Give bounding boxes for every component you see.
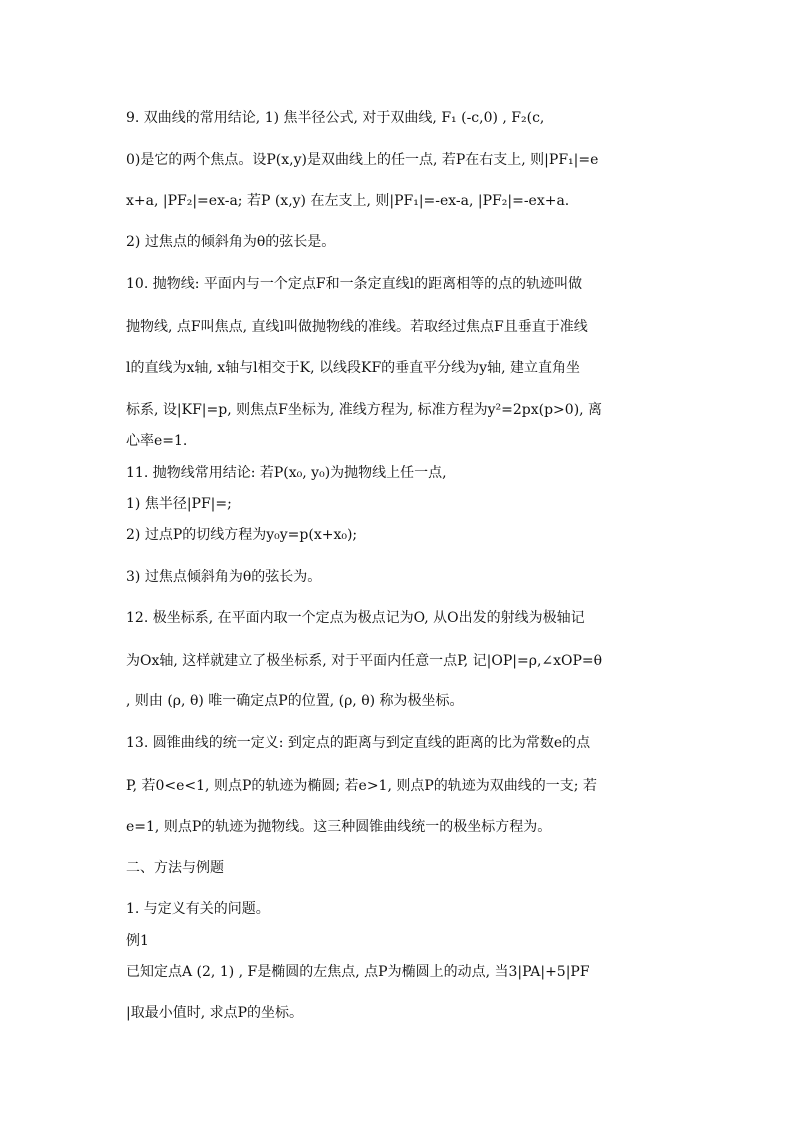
text-line: 9. 双曲线的常用结论, 1) 焦半径公式, 对于双曲线, F₁ (-c,0) , F₂(c, bbox=[126, 110, 545, 126]
text-line: 12. 极坐标系, 在平面内取一个定点为极点记为O, 从O出发的射线为极轴记 bbox=[126, 610, 585, 626]
text-line: 0)是它的两个焦点。设P(x,y)是双曲线上的任一点, 若P在右支上, 则|PF₁|=e bbox=[126, 152, 599, 168]
text-line: P, 若0<e<1, 则点P的轨迹为椭圆; 若e>1, 则点P的轨迹为双曲线的一支; 若 bbox=[126, 778, 597, 794]
text-line: e=1, 则点P的轨迹为抛物线。这三种圆锥曲线统一的极坐标方程为。 bbox=[126, 819, 552, 835]
text-line: 标系, 设|KF|=p, 则焦点F坐标为, 准线方程为, 标准方程为y²=2px(p>0), 离 bbox=[126, 402, 603, 418]
text-line: 2) 过焦点的倾斜角为θ的弦长是。 bbox=[126, 234, 336, 250]
text-line: 心率e=1. bbox=[126, 433, 188, 449]
text-line: , 则由 (ρ, θ) 唯一确定点P的位置, (ρ, θ) 称为极坐标。 bbox=[126, 693, 464, 709]
text-line: 11. 抛物线常用结论: 若P(x₀, y₀)为抛物线上任一点, bbox=[126, 465, 447, 481]
text-line: x+a, |PF₂|=ex-a; 若P (x,y) 在左支上, 则|PF₁|=-ex-a, |PF₂|=-ex+a. bbox=[126, 193, 570, 209]
text-line: 1. 与定义有关的问题。 bbox=[126, 901, 270, 917]
text-line: 抛物线, 点F叫焦点, 直线l叫做抛物线的准线。若取经过焦点F且垂直于准线 bbox=[126, 319, 588, 335]
text-line: l的直线为x轴, x轴与l相交于K, 以线段KF的垂直平分线为y轴, 建立直角坐 bbox=[126, 360, 580, 376]
text-line: 3) 过焦点倾斜角为θ的弦长为。 bbox=[126, 569, 322, 585]
text-line: 13. 圆锥曲线的统一定义: 到定点的距离与到定直线的距离的比为常数e的点 bbox=[126, 735, 591, 751]
text-line: 为Ox轴, 这样就建立了极坐标系, 对于平面内任意一点P, 记|OP|=ρ,∠xOP=θ bbox=[126, 653, 603, 669]
text-line: |取最小值时, 求点P的坐标。 bbox=[126, 1005, 304, 1021]
text-line: 已知定点A (2, 1) , F是椭圆的左焦点, 点P为椭圆上的动点, 当3|PA|+5|PF bbox=[126, 964, 590, 980]
text-line: 10. 抛物线: 平面内与一个定点F和一条定直线l的距离相等的点的轨迹叫做 bbox=[126, 276, 583, 292]
text-line: 1) 焦半径|PF|=; bbox=[126, 496, 232, 512]
example-label: 例1 bbox=[126, 933, 149, 949]
text-line: 2) 过点P的切线方程为y₀y=p(x+x₀); bbox=[126, 527, 358, 543]
section-heading: 二、方法与例题 bbox=[126, 860, 224, 876]
